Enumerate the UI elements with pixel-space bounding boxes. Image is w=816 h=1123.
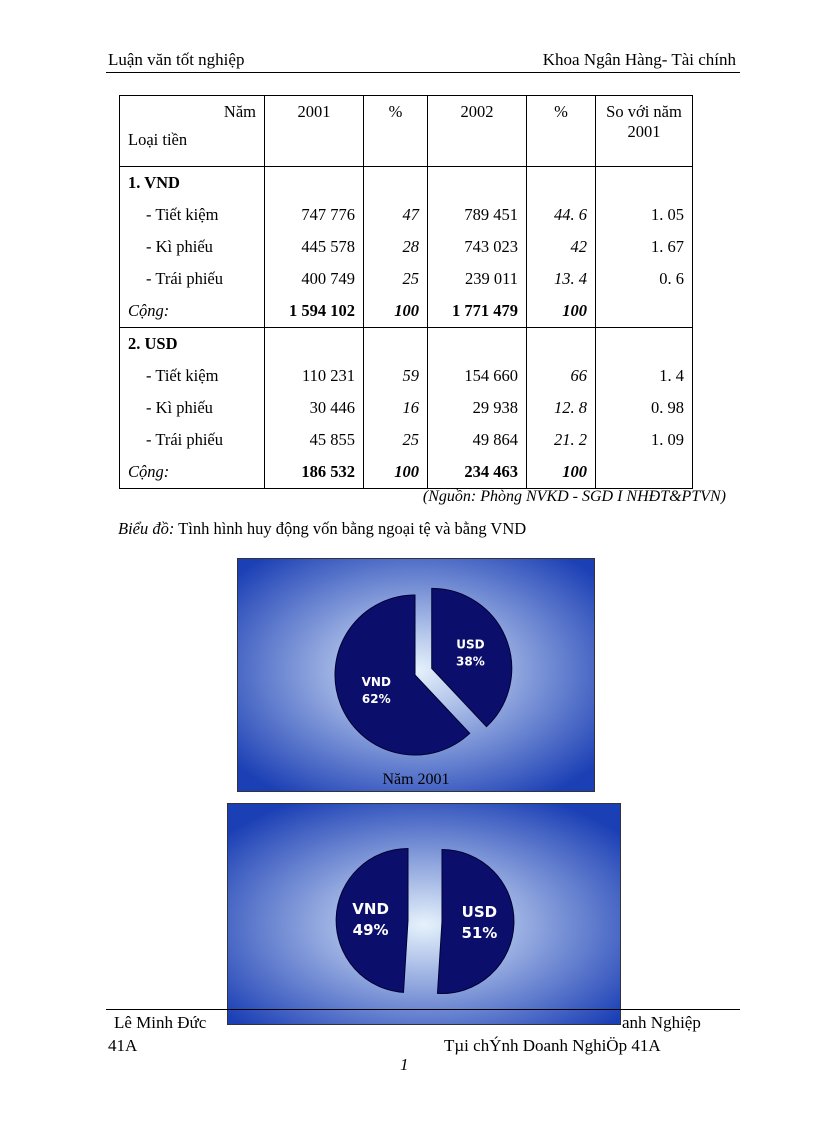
footer-right-bottom: Tµi chÝnh Doanh NghiÖp 41A <box>444 1036 661 1055</box>
cell-pct-2002: 13. 4 <box>527 263 596 295</box>
footer-author: Lê Minh Đức <box>114 1013 207 1032</box>
group-title-row <box>120 328 693 361</box>
cell-pct-2001: 25 <box>364 263 428 295</box>
cell-2001: 45 855 <box>265 424 364 456</box>
table-row <box>120 263 693 295</box>
table-row <box>120 199 693 231</box>
cell-pct-2002: 12. 8 <box>527 392 596 424</box>
pie-chart-2001-svg <box>237 558 595 792</box>
cell-pct-2002: 66 <box>527 360 596 392</box>
total-2002: 234 463 <box>428 456 527 489</box>
row-label: - Trái phiếu <box>120 263 265 295</box>
pie-chart-2002-svg <box>227 803 621 1025</box>
cell-compare: 1. 4 <box>596 360 693 392</box>
total-row <box>120 456 693 489</box>
table-row <box>120 360 693 392</box>
cell-compare: 0. 6 <box>596 263 693 295</box>
cell-compare: 1. 05 <box>596 199 693 231</box>
header-type-label: Loại tiền <box>128 130 188 149</box>
cell-pct-2002: 42 <box>527 231 596 263</box>
total-label: Cộng: <box>120 295 265 328</box>
header-corner-cell <box>120 96 265 167</box>
row-label: - Kì phiếu <box>120 392 265 424</box>
cell-2002: 29 938 <box>428 392 527 424</box>
slice-label-name: VND <box>361 674 391 689</box>
header-rule <box>106 72 740 73</box>
slice-label-value: 49% <box>352 920 389 939</box>
total-pct-2002: 100 <box>527 456 596 489</box>
chart-background <box>238 559 595 792</box>
footer-right-top: anh Nghiệp <box>622 1013 701 1032</box>
slice-label-value: 62% <box>361 691 391 706</box>
table-row <box>120 231 693 263</box>
cell-2001: 30 446 <box>265 392 364 424</box>
header-2002: 2002 <box>428 96 527 167</box>
cell-pct-2001: 28 <box>364 231 428 263</box>
total-2001: 186 532 <box>265 456 364 489</box>
cell-compare: 0. 98 <box>596 392 693 424</box>
header-pct-2002: % <box>527 96 596 167</box>
total-2001: 1 594 102 <box>265 295 364 328</box>
pie-chart-2002 <box>227 803 621 1025</box>
row-label: - Tiết kiệm <box>120 360 265 392</box>
cell-compare: 1. 09 <box>596 424 693 456</box>
pie-chart-2001 <box>237 558 595 792</box>
total-pct-2001: 100 <box>364 456 428 489</box>
cell-pct-2001: 25 <box>364 424 428 456</box>
table-row <box>120 392 693 424</box>
cell-pct-2001: 59 <box>364 360 428 392</box>
header-year-label: Năm <box>223 102 256 121</box>
slice-label-value: 38% <box>456 654 485 669</box>
row-label: - Tiết kiệm <box>120 199 265 231</box>
cell-2001: 445 578 <box>265 231 364 263</box>
header-2001: 2001 <box>265 96 364 167</box>
total-label: Cộng: <box>120 456 265 489</box>
group-title-row <box>120 167 693 200</box>
header-right: Khoa Ngân Hàng- Tài chính <box>542 50 736 69</box>
footer-class-left: 41A <box>108 1036 138 1055</box>
cell-2001: 110 231 <box>265 360 364 392</box>
total-2002: 1 771 479 <box>428 295 527 328</box>
page-number: 1 <box>400 1055 409 1074</box>
funds-table <box>119 95 693 489</box>
table-header-row <box>120 96 693 167</box>
total-row <box>120 295 693 328</box>
cell-compare: 1. 67 <box>596 231 693 263</box>
cell-pct-2001: 16 <box>364 392 428 424</box>
row-label: - Trái phiếu <box>120 424 265 456</box>
header-left: Luận văn tốt nghiệp <box>108 50 245 69</box>
chart-title: Năm 2001 <box>382 771 450 788</box>
slice-label-name: USD <box>461 903 498 922</box>
cell-2002: 239 011 <box>428 263 527 295</box>
slice-label-value: 51% <box>461 924 498 943</box>
chart-background <box>228 804 621 1025</box>
group-title: 1. VND <box>120 167 265 200</box>
row-label: - Kì phiếu <box>120 231 265 263</box>
cell-pct-2002: 44. 6 <box>527 199 596 231</box>
cell-2001: 400 749 <box>265 263 364 295</box>
source-note: (Nguồn: Phòng NVKD - SGD I NHĐT&PTVN) <box>422 488 726 505</box>
cell-2002: 49 864 <box>428 424 527 456</box>
slice-label-name: VND <box>352 899 389 918</box>
cell-pct-2002: 21. 2 <box>527 424 596 456</box>
header-pct-2001: % <box>364 96 428 167</box>
cell-2002: 154 660 <box>428 360 527 392</box>
footer-rule <box>106 1009 740 1010</box>
header-compare: So với năm 2001 <box>596 96 693 167</box>
total-pct-2002: 100 <box>527 295 596 328</box>
total-pct-2001: 100 <box>364 295 428 328</box>
cell-2002: 789 451 <box>428 199 527 231</box>
chart-caption <box>118 519 526 539</box>
cell-pct-2001: 47 <box>364 199 428 231</box>
cell-2002: 743 023 <box>428 231 527 263</box>
cell-2001: 747 776 <box>265 199 364 231</box>
table-row <box>120 424 693 456</box>
caption-text: Tình hình huy động vốn bằng ngoại tệ và bằng VND <box>174 519 527 538</box>
group-title: 2. USD <box>120 328 265 361</box>
caption-prefix: Biểu đồ: <box>118 519 175 538</box>
slice-label-name: USD <box>456 637 485 652</box>
